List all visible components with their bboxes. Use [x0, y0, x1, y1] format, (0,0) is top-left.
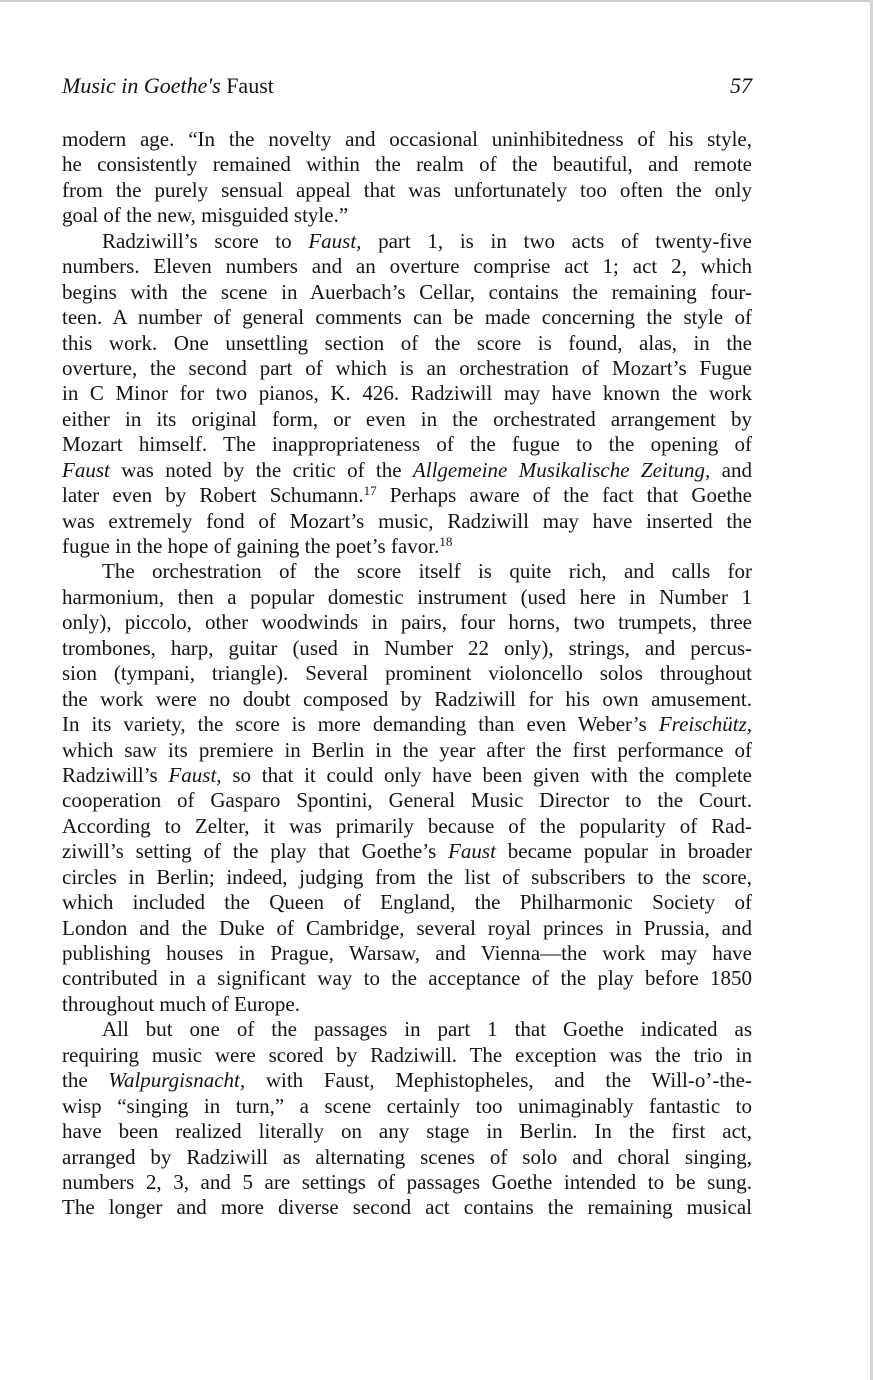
text-line: from the purely sensual appeal that was unfortunately too often the only: [62, 177, 752, 202]
text-line: cooperation of Gasparo Spontini, General Music Director to the Court.: [62, 788, 752, 813]
text-line: sion (tympani, triangle). Several prominent violoncello solos throughout: [62, 661, 752, 686]
text-line: harmonium, then a popular domestic instrument (used here in Number 1: [62, 584, 752, 609]
body-text: [62, 127, 752, 1221]
text-line: in C Minor for two pianos, K. 426. Radziwill may have known the work: [62, 381, 752, 406]
paragraph-end-line: fugue in the hope of gaining the poet’s favor.$^{18}$: [62, 534, 453, 558]
text-line: Faust was noted by the critic of the Allgemeine Musikalische Zeitung, and: [62, 457, 752, 482]
text-line: numbers. Eleven numbers and an overture comprise act 1; act 2, which: [62, 254, 752, 279]
text-line: In its variety, the score is more demanding than even Weber’s Freischütz,: [62, 712, 752, 737]
text-line: have been realized literally on any stage in Berlin. In the first act,: [62, 1119, 752, 1144]
text-line: was extremely fond of Mozart’s music, Radziwill may have inserted the: [62, 508, 752, 533]
text-line: The longer and more diverse second act contains the remaining musical: [62, 1195, 752, 1220]
paragraph-end-line: throughout much of Europe.: [62, 991, 300, 1016]
text-line: Radziwill’s Faust, so that it could only have been given with the complete: [62, 762, 752, 787]
text-line: the work were no doubt composed by Radziwill for his own amusement.: [62, 686, 752, 711]
paragraph-end-line: goal of the new, misguided style.”: [62, 203, 349, 228]
text-line: publishing houses in Prague, Warsaw, and Vienna—the work may have: [62, 941, 752, 965]
text-line: overture, the second part of which is an orchestration of Mozart’s Fugue: [62, 355, 752, 380]
text-line: which included the Queen of England, the Philharmonic Society of: [62, 890, 752, 915]
running-title: [62, 72, 274, 100]
paragraph-start-line: The orchestration of the score itself is quite rich, and calls for: [102, 559, 752, 584]
text-line: modern age. “In the novelty and occasional uninhibitedness of his style,: [62, 127, 752, 151]
page-number: 57: [730, 73, 752, 98]
footnote-ref: 18: [439, 534, 453, 549]
running-header: [62, 72, 752, 102]
text-line: only), piccolo, other woodwinds in pairs, four horns, two trumpets, three: [62, 610, 752, 635]
text-line: London and the Duke of Cambridge, several royal princes in Prussia, and: [62, 915, 752, 940]
text-line: wisp “singing in turn,” a scene certainly too unimaginably fantastic to: [62, 1093, 752, 1118]
text-line: the Walpurgisnacht, with Faust, Mephistopheles, and the Will-o’-the-: [62, 1068, 752, 1093]
text-line: later even by Robert Schumann.$^{17}$ Perhaps aware of the fact that Goethe: [62, 483, 752, 508]
text-line: Mozart himself. The inappropriateness of the fugue to the opening of: [62, 432, 752, 457]
text-line: which saw its premiere in Berlin in the year after the first performance of: [62, 737, 752, 762]
paragraph-start-line: Radziwill’s score to Faust, part 1, is in two acts of twenty-five: [102, 228, 752, 253]
running-title-italic: Music in Goethe's: [62, 73, 221, 98]
text-line: teen. A number of general comments can be made concerning the style of: [62, 305, 752, 330]
text-line: circles in Berlin; indeed, judging from the list of subscribers to the score,: [62, 864, 752, 889]
text-line: trombones, harp, guitar (used in Number 22 only), strings, and percus-: [62, 635, 752, 660]
text-line: begins with the scene in Auerbach’s Cellar, contains the remaining four-: [62, 279, 752, 304]
text-line: either in its original form, or even in the orchestrated arrangement by: [62, 406, 752, 431]
paragraph-start-line: All but one of the passages in part 1 that Goethe indicated as: [102, 1017, 752, 1042]
text-line: ziwill’s setting of the play that Goethe’s Faust became popular in broader: [62, 839, 752, 864]
text-line: According to Zelter, it was primarily because of the popularity of Rad-: [62, 813, 752, 838]
footnote-ref: 17: [363, 483, 377, 499]
text-line: numbers 2, 3, and 5 are settings of passages Goethe intended to be sung.: [62, 1169, 752, 1194]
running-title-roman: Faust: [226, 73, 274, 98]
text-line: arranged by Radziwill as alternating scenes of solo and choral singing,: [62, 1144, 752, 1169]
scan-edge-top: [0, 0, 873, 2]
text-line: contributed in a significant way to the acceptance of the play before 1850: [62, 966, 752, 991]
text-line: he consistently remained within the realm of the beautiful, and remote: [62, 152, 752, 177]
text-line: this work. One unsettling section of the score is found, alas, in the: [62, 330, 752, 355]
text-line: requiring music were scored by Radziwill. The exception was the trio in: [62, 1042, 752, 1067]
